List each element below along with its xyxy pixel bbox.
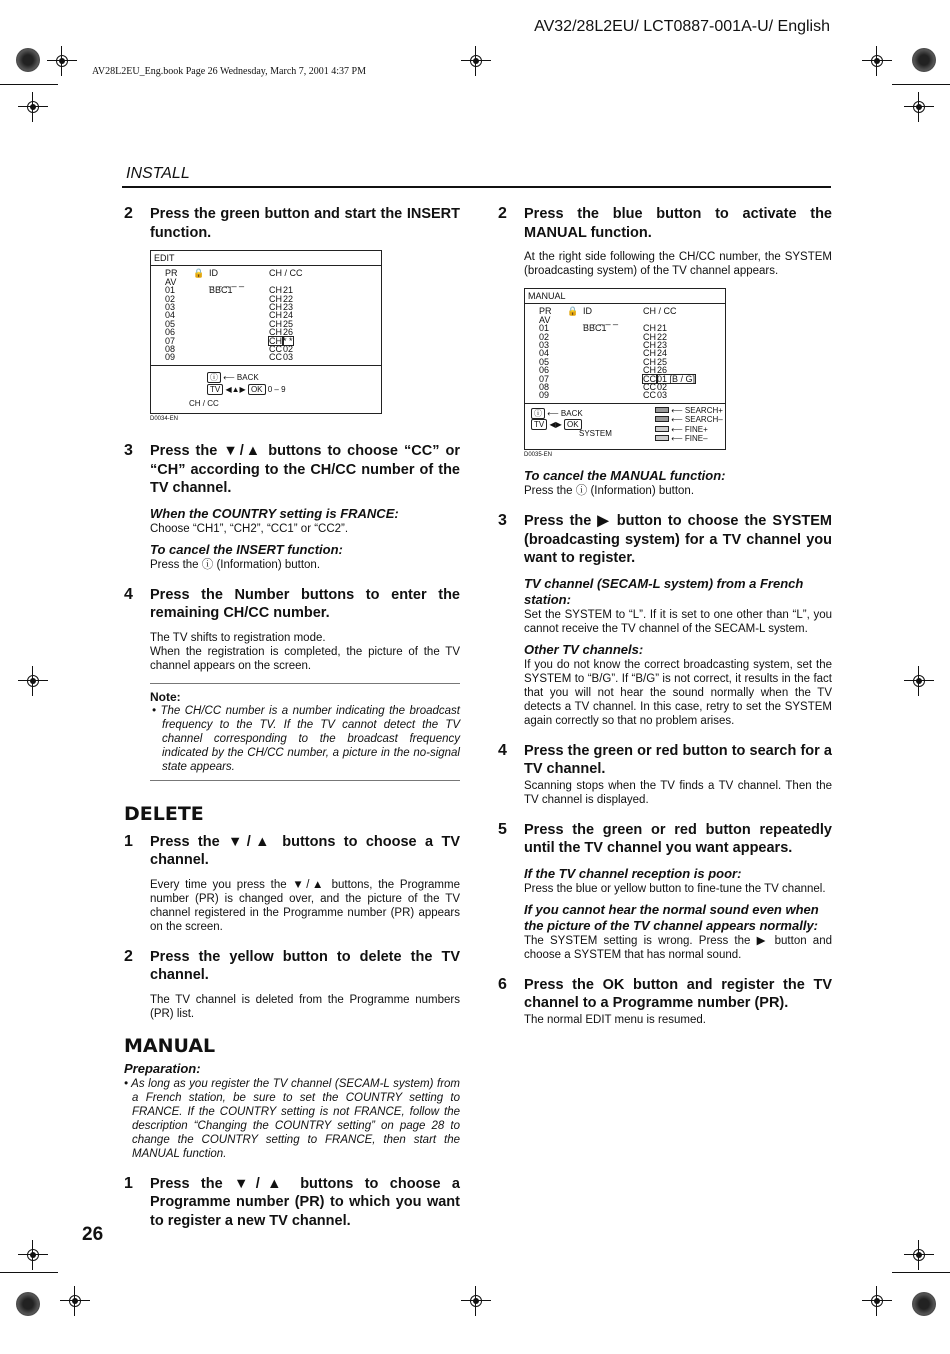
osd-cell-id [209, 328, 269, 336]
osd-cell-t: CH [643, 348, 656, 359]
cancel-manual-body: Press the ⓘ (Information) button. [524, 485, 695, 497]
manual-step-4-body: Scanning stops when the TV finds a TV channel. Then the TV channel is displayed. [524, 779, 832, 806]
step-text: Press the yellow button to delete the TV channel. [150, 948, 460, 983]
osd-cell-t: CH [269, 302, 282, 313]
note-title: Note: [150, 689, 181, 704]
osd-cell-id [209, 320, 269, 328]
note-box [150, 683, 460, 781]
col-pr: PR [539, 306, 552, 317]
cancel-manual-heading: To cancel the MANUAL function: [524, 468, 726, 483]
osd-cell-pr: AV [539, 314, 551, 325]
manual-osd-screen [524, 288, 726, 450]
insert-step-2 [124, 205, 460, 242]
osd-cell-t: CH [269, 285, 282, 296]
osd-cell-pr: 02 [165, 293, 176, 304]
osd-channel-row [539, 391, 711, 399]
no-sound-heading: If you cannot hear the normal sound even when the picture of the TV channel appears normally: [524, 901, 819, 933]
figure-code: D0034-EN [150, 416, 179, 422]
osd-cell-t: CH [269, 310, 282, 321]
cancel-insert-body: Press the ⓘ (Information) button. [150, 558, 321, 571]
info-icon: ⓘ [531, 408, 545, 419]
osd-cell-id [209, 345, 269, 353]
step4-body-1: The TV shifts to registration mode. [150, 631, 326, 644]
osd-channel-row [165, 286, 367, 294]
osd-cell-pr: AV [165, 276, 177, 287]
step-number: 6 [498, 975, 507, 993]
number-range: 0 – 9 [267, 384, 286, 394]
osd-cell-t: CH [643, 365, 656, 376]
osd-cell-t: CH [269, 327, 282, 338]
step-number: 1 [124, 1174, 133, 1192]
step-text: Press the blue button to activate the MANUAL function. [524, 206, 832, 241]
registration-mark-top-left [47, 46, 77, 76]
registration-disc-top-left [16, 48, 40, 72]
osd-channel-row [539, 349, 711, 357]
osd-title: EDIT [151, 251, 381, 266]
step-number: 2 [124, 205, 133, 222]
osd-back-hint: ⓘ ⟵ BACK [531, 408, 583, 419]
registration-mark-bottom-right-2 [904, 1240, 934, 1270]
osd-channel-row [165, 295, 367, 303]
step-text: Press the ▼/▲ buttons to choose a Programme number (PR) to which you want to register a new TV channel. [150, 1175, 460, 1229]
osd-channel-row [165, 278, 367, 286]
osd-cell-t: CC [643, 382, 656, 393]
osd-cell-pr: 09 [165, 352, 176, 363]
figure-code: D0035-EN [524, 452, 553, 458]
osd-cell-id [209, 303, 269, 311]
registration-disc-top-right [912, 48, 936, 72]
dpad-icon: ◀▲▶ [225, 384, 246, 394]
poor-reception-body: Press the blue or yellow button to fine-tune the TV channel. [524, 882, 826, 895]
osd-cell-id: BBC1 [209, 285, 233, 296]
step-text: Press the OK button and register the TV channel to a Programme number (PR). [524, 976, 832, 1011]
tv-button-icon: TV [531, 419, 547, 430]
secam-body: Set the SYSTEM to “L”. If it is set to one other than “L”, you cannot receive the TV channel of the SECAM-L system. [524, 608, 832, 635]
ok-button-icon: OK [564, 419, 582, 430]
step-text: Press the ▼/▲ buttons to choose a TV channel. [150, 833, 460, 868]
osd-cell-n: 21 [657, 323, 668, 334]
osd-cell-n: 23 [657, 340, 668, 351]
osd-channel-row [165, 328, 367, 336]
other-channels-heading: Other TV channels: [524, 641, 644, 657]
color-key-icon [655, 435, 669, 441]
step-number: 2 [124, 947, 133, 965]
lock-icon: 🔒 [193, 268, 205, 279]
osd-cell-pr: 03 [539, 340, 550, 351]
osd-cell-pr: 04 [165, 310, 176, 321]
osd-footer [525, 403, 725, 443]
crop-line [0, 1272, 58, 1273]
registration-mark-top-right-2 [904, 92, 934, 122]
osd-cell-pr: 04 [539, 348, 550, 359]
tv-button-icon: TV [207, 384, 223, 395]
france-heading: When the COUNTRY setting is FRANCE: [150, 505, 399, 521]
document-id: AV32/28L2EU/ LCT0887-001A-U/ English [534, 18, 830, 35]
step-number: 2 [498, 205, 507, 222]
osd-cell-id [583, 375, 643, 383]
manual-step-4 [498, 742, 832, 779]
header-rule [122, 186, 831, 188]
delete-step-1-body: Every time you press the ▼/▲ buttons, the Programme number (PR) is changed over, and the picture of the TV channel registered in the Programme number (PR) appears on the screen. [150, 878, 460, 933]
registration-mark-top-left-2 [18, 92, 48, 122]
step-number: 5 [498, 820, 507, 838]
osd-cell-pr: 06 [539, 365, 550, 376]
col-chcc: CH / CC [269, 268, 303, 279]
osd-cell-id [583, 366, 643, 374]
osd-cell-n: * * [283, 335, 293, 346]
osd-cell-n: 21 [283, 285, 294, 296]
edit-osd-screen [150, 250, 382, 414]
osd-cell-id: BBC1 [583, 323, 607, 334]
info-icon: ⓘ [207, 372, 221, 383]
osd-cell-pr: 02 [539, 331, 550, 342]
osd-color-legend: ⟵ SEARCH+ ⟵ SEARCH– ⟵ FINE+ ⟵ FINE– [655, 406, 723, 444]
dpad-icon: ◀▶ [549, 419, 562, 429]
insert-step-4 [124, 586, 460, 623]
osd-cell-t: CC [269, 352, 282, 363]
preparation-body: • As long as you register the TV channel (SECAM-L system) from a French station, be sure to set the COUNTRY setting to FRANCE. If the COUNTRY setting is not FRANCE, follow the description “Changing the COUNTRY setting” on page 28 to change the COUNTRY setting to FRANCE, then start the MANUAL function. [124, 1077, 460, 1160]
poor-reception-heading: If the TV channel reception is poor: [524, 865, 742, 881]
osd-cell-id [209, 353, 269, 361]
osd-cell-n: 23 [283, 302, 294, 313]
osd-cell-n: 25 [657, 356, 668, 367]
osd-cell-n: 26 [283, 327, 294, 338]
osd-cell-id [583, 333, 643, 341]
osd-cell-id [583, 349, 643, 357]
step-number: 1 [124, 832, 133, 850]
osd-cell-t: CH [269, 318, 282, 329]
osd-cell-pr: 03 [165, 302, 176, 313]
no-sound-body: The SYSTEM setting is wrong. Press the ▶ button and choose a SYSTEM that has normal sound. [524, 934, 832, 961]
registration-disc-bottom-left [16, 1292, 40, 1316]
step-number: 3 [498, 512, 507, 529]
step-text: Press the ▶ button to choose the SYSTEM (broadcasting system) for a TV channel you want to register. [524, 513, 832, 566]
osd-rows [539, 316, 711, 400]
france-body: Choose “CH1”, “CH2”, “CC1” or “CC2”. [150, 522, 349, 535]
osd-channel-row [539, 316, 711, 324]
osd-cell-n: 01 [B / G] [657, 373, 696, 384]
registration-mark-bottom-right [862, 1286, 892, 1316]
manual-step-1 [124, 1175, 460, 1231]
manual-step-2 [498, 205, 832, 242]
osd-cell-n: 22 [657, 331, 668, 342]
osd-channel-row [165, 353, 367, 361]
osd-channel-row [539, 324, 711, 332]
osd-cell-id [583, 358, 643, 366]
osd-channel-row [539, 358, 711, 366]
osd-channel-row [539, 333, 711, 341]
osd-cell-pr: 08 [539, 382, 550, 393]
osd-channel-row [539, 341, 711, 349]
delete-step-2-body: The TV channel is deleted from the Programme numbers (PR) list. [150, 993, 460, 1020]
page-number: 26 [82, 1224, 104, 1245]
osd-cell-t: CH [643, 331, 656, 342]
step-text: Press the Number buttons to enter the remaining CH/CC number. [150, 586, 460, 621]
col-id: ID [209, 268, 218, 279]
osd-header-row [165, 269, 367, 277]
crop-line [0, 84, 58, 85]
osd-cell-id [583, 383, 643, 391]
step-text: Press the green or red button repeatedly until the TV channel you want appears. [524, 821, 832, 856]
osd-channel-row [165, 303, 367, 311]
osd-cell-t: CC [269, 344, 282, 355]
delete-step-1 [124, 833, 460, 870]
registration-mark-bottom-center [461, 1286, 491, 1316]
osd-cell-id [583, 341, 643, 349]
osd-channel-row [165, 311, 367, 319]
osd-cell-n: 22 [283, 293, 294, 304]
osd-cell-pr: 01 [165, 285, 176, 296]
left-column [124, 205, 460, 1238]
secam-heading: TV channel (SECAM-L system) from a French station: [524, 575, 804, 607]
osd-channel-row [539, 383, 711, 391]
manual-step-5 [498, 821, 832, 858]
crop-line [892, 1272, 950, 1273]
right-column [498, 205, 832, 1027]
preparation-heading: Preparation: [124, 1060, 201, 1076]
registration-mark-mid-right [904, 666, 934, 696]
osd-cell-id [209, 337, 269, 345]
ok-button-icon: OK [248, 384, 266, 395]
book-info-line: AV28L2EU_Eng.book Page 26 Wednesday, March 7, 2001 4:37 PM [92, 66, 366, 77]
osd-cell-pr: 01 [539, 323, 550, 334]
osd-chcc-hint: CH / CC [189, 398, 219, 408]
osd-cell-t: CC [643, 373, 656, 384]
osd-cell-n: 02 [657, 382, 668, 393]
osd-nav-hint [531, 419, 582, 430]
cancel-insert-heading: To cancel the INSERT function: [150, 541, 343, 557]
osd-cell-pr: 09 [539, 390, 550, 401]
delete-heading: DELETE [124, 802, 204, 825]
osd-cell-id [209, 295, 269, 303]
osd-cell-n: 24 [657, 348, 668, 359]
osd-cell-id: _ _ _ _ _ [209, 276, 245, 287]
other-channels-body: If you do not know the correct broadcasting system, set the SYSTEM to “B/G”. If “B/G” is not correct, it results in the fact that you will not hear the sound normally when the TV detects a TV channel. In this case, retry to set the SYSTEM again correctly so that no problem arises. [524, 658, 832, 727]
osd-cell-t: CH [643, 323, 656, 334]
crop-line [892, 84, 950, 85]
step-text: Press the green button and start the INSERT function. [150, 206, 460, 241]
osd-cell-pr: 08 [165, 344, 176, 355]
registration-mark-top-right [862, 46, 892, 76]
color-key-icon [655, 407, 669, 413]
osd-cell-id: _ _ _ _ _ [583, 314, 619, 325]
step-text: Press the green or red button to search for a TV channel. [524, 742, 832, 777]
osd-cell-n: 02 [283, 344, 294, 355]
osd-back-hint: ⓘ ⟵ BACK [207, 372, 259, 383]
osd-cell-n: 26 [657, 365, 668, 376]
osd-channel-row [165, 320, 367, 328]
registration-mark-mid-left [18, 666, 48, 696]
osd-footer [151, 365, 381, 413]
osd-cell-pr: 05 [165, 318, 176, 329]
col-chcc: CH / CC [643, 306, 677, 317]
registration-mark-bottom-left [18, 1240, 48, 1270]
osd-cell-n: 03 [657, 390, 668, 401]
step-number: 4 [124, 585, 133, 603]
osd-cell-t: CH [643, 340, 656, 351]
step-text: Press the ▼/▲ buttons to choose “CC” or “CH” according to the CH/CC number of the TV channel. [150, 443, 460, 496]
color-key-icon [655, 426, 669, 432]
step-number: 3 [124, 442, 133, 459]
osd-header-row [539, 307, 711, 315]
osd-cell-pr: 06 [165, 327, 176, 338]
osd-cell-pr: 05 [539, 356, 550, 367]
osd-cell-t: CH [269, 293, 282, 304]
col-id: ID [583, 306, 592, 317]
registration-mark-bottom-left-2 [60, 1286, 90, 1316]
osd-title: MANUAL [525, 289, 725, 304]
osd-cell-n: 03 [283, 352, 294, 363]
color-key-icon [655, 416, 669, 422]
osd-rows [165, 278, 367, 362]
step4-body-2: When the registration is completed, the picture of the TV channel appears on the screen. [150, 645, 460, 672]
osd-channel-row [165, 337, 367, 345]
step-number: 4 [498, 741, 507, 759]
manual-heading: MANUAL [124, 1034, 216, 1057]
manual-step-3 [498, 512, 832, 568]
note-text: • The CH/CC number is a number indicating the broadcast frequency to the TV. If the TV cannot detect the TV channel corresponding to the broadcast frequency indicated by the CH/CC number, a picture in the no-signal state appears. [152, 704, 460, 773]
osd-cell-id [583, 391, 643, 399]
osd-cell-pr: 07 [165, 335, 176, 346]
section-title: INSTALL [126, 165, 190, 182]
osd-cell-n: 24 [283, 310, 294, 321]
insert-step-3 [124, 442, 460, 498]
col-pr: PR [165, 268, 178, 279]
osd-cell-id [209, 311, 269, 319]
delete-step-2 [124, 948, 460, 985]
osd-nav-hint [207, 384, 286, 395]
osd-channel-row [539, 375, 711, 383]
osd-cell-pr: 07 [539, 373, 550, 384]
registration-disc-bottom-right [912, 1292, 936, 1316]
lock-icon: 🔒 [567, 306, 579, 317]
manual-step-2-body: At the right side following the CH/CC number, the SYSTEM (broadcasting system) of the TV channel appears. [524, 251, 832, 277]
manual-step-6-body: The normal EDIT menu is resumed. [524, 1013, 706, 1026]
osd-cell-t: CH [269, 335, 282, 346]
registration-mark-top-center [461, 46, 491, 76]
manual-step-6 [498, 976, 832, 1013]
osd-cell-t: CH [643, 356, 656, 367]
osd-channel-row [165, 345, 367, 353]
osd-cell-n: 25 [283, 318, 294, 329]
osd-cell-t: CC [643, 390, 656, 401]
osd-system-hint: SYSTEM [579, 428, 612, 438]
